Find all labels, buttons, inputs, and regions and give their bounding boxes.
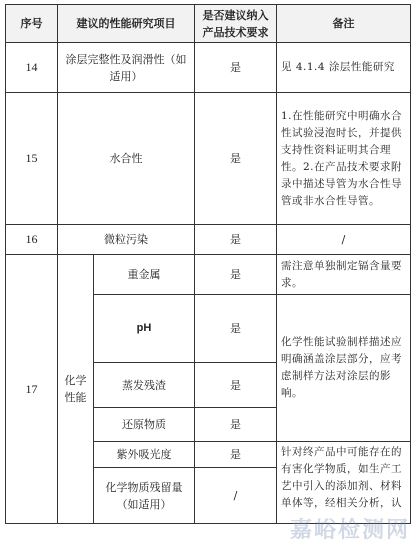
table-row bbox=[6, 225, 411, 255]
shared-note: 化学性能试验制样描述应明确涵盖涂层部分，应考虑制样方法对涂层的影响。 bbox=[277, 295, 411, 442]
row-include: 是 bbox=[195, 225, 277, 255]
header-include: 是否建议纳入产品技术要求 bbox=[195, 5, 277, 43]
header-item: 建议的性能研究项目 bbox=[58, 5, 195, 43]
row-no: 16 bbox=[6, 225, 58, 255]
watermark-logo: 嘉峪检测网 bbox=[289, 518, 410, 543]
row-no: 17 bbox=[6, 255, 58, 524]
sub-item: 蒸发残渣 bbox=[94, 363, 195, 408]
sub-item: 化学物质残留量（如适用） bbox=[94, 468, 195, 524]
table-row bbox=[6, 43, 411, 93]
row-note: 1.在性能研究中明确水合性试验浸泡时长，并提供支持性资料证明其合理性。2.在产品技术要求附录中描述导管为水合性导管或非水合性导管。 bbox=[277, 93, 411, 225]
row-include: 是 bbox=[195, 43, 277, 93]
row-item: 涂层完整性及润滑性（如适用） bbox=[58, 43, 195, 93]
sub-include: 是 bbox=[195, 408, 277, 442]
row-item: 微粒污染 bbox=[58, 225, 195, 255]
sub-note: 需注意单独制定镉含量要求。 bbox=[277, 255, 411, 295]
sub-item: pH bbox=[94, 295, 195, 363]
row-include: 是 bbox=[195, 93, 277, 225]
header-no: 序号 bbox=[6, 5, 58, 43]
sub-include: 是 bbox=[195, 255, 277, 295]
sub-include: / bbox=[195, 468, 277, 524]
sub-note: 针对终产品中可能存在的有害化学物质，如生产工艺中引入的添加剂、材料单体等，经相关分析，认 bbox=[277, 442, 411, 524]
sub-include: 是 bbox=[195, 295, 277, 363]
row-no: 14 bbox=[6, 43, 58, 93]
row-no: 15 bbox=[6, 93, 58, 225]
sub-item: 紫外吸光度 bbox=[94, 442, 195, 468]
sub-include: 是 bbox=[195, 363, 277, 408]
sub-item: 重金属 bbox=[94, 255, 195, 295]
sub-include: 是 bbox=[195, 442, 277, 468]
header-row bbox=[6, 5, 411, 43]
row-item: 水合性 bbox=[58, 93, 195, 225]
performance-table bbox=[5, 4, 411, 524]
group-label: 化学性能 bbox=[58, 255, 94, 524]
header-note: 备注 bbox=[277, 5, 411, 43]
row-note: / bbox=[277, 225, 411, 255]
table-row bbox=[6, 93, 411, 225]
sub-item: 还原物质 bbox=[94, 408, 195, 442]
table-row bbox=[6, 255, 411, 295]
row-note: 见 4.1.4 涂层性能研究 bbox=[277, 43, 411, 93]
